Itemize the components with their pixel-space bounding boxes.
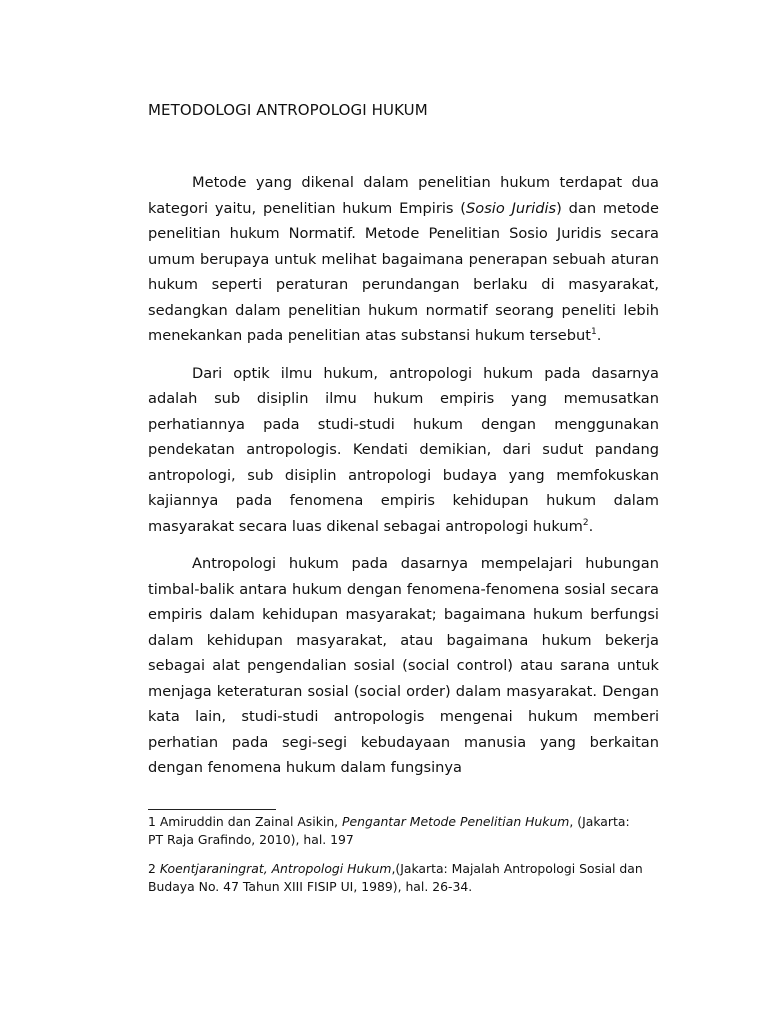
footnote-ref: 1 [590, 327, 597, 338]
italic-text: Pengantar Metode Penelitian Hukum [342, 814, 570, 829]
text-run: Dari optik ilmu hukum, antropologi hukum pada dasarnya adalah sub disiplin ilmu hukum empiris yang memusatkan perhatiannya pada studi-studi hukum dengan menggunakan pendekatan antropologis. Kendati demikian, dari sudut pandang antropologi, sub disiplin antropologi budaya yang memfokuskan kajiannya pada fenomena empiris kehidupan hukum dalam masyarakat secara luas dikenal sebagai antropologi hukum [148, 364, 659, 535]
text-run: Antropologi hukum pada dasarnya mempelajari hubungan timbal-balik antara hukum dengan fenomena-fenomena sosial secara empiris dalam kehidupan masyarakat; bagaimana hukum berfungsi dalam kehidupan masyarakat, atau bagaimana hukum bekerja sebagai alat pengendalian sosial (social control) atau sarana untuk menjaga keteraturan sosial (social order) dalam masyarakat. Dengan kata lain, studi-studi antropologis mengenai hukum memberi perhatian pada segi-segi kebudayaan manusia yang berkaitan dengan fenomena hukum dalam fungsinya [148, 555, 659, 776]
text-run: ,(Jakarta: Majalah Antropologi Sosial dan Budaya No. 47 Tahun XIII FISIP UI, 1989), hal. 26-34. [148, 861, 643, 894]
text-run: . [596, 327, 602, 344]
paragraph-1 [148, 170, 659, 349]
text-run: Metode yang dikenal dalam penelitian hukum terdapat dua kategori yaitu, penelitian hukum Empiris ( [148, 174, 659, 217]
document-title: METODOLOGI ANTROPOLOGI HUKUM [148, 101, 428, 119]
text-run: ) dan metode penelitian hukum Normatif. Metode Penelitian Sosio Juridis secara umum berupaya untuk melihat bagaimana penerapan sebuah aturan hukum seperti peraturan perundangan berlaku di masyarakat, sedangkan dalam penelitian hukum normatif seorang peneliti lebih menekankan pada penelitian atas substansi hukum tersebut [148, 199, 659, 344]
text-run: . [588, 517, 594, 535]
italic-text: Sosio Juridis [466, 199, 557, 217]
paragraph-3 [148, 551, 659, 781]
text-run: 2 [148, 861, 160, 876]
paragraph-2 [148, 361, 659, 540]
text-run: , (Jakarta: PT Raja Grafindo, 2010), hal. 197 [148, 814, 630, 847]
footnote-2 [148, 860, 648, 895]
footnote-1 [148, 813, 648, 848]
text-run: 1 Amiruddin dan Zainal Asikin, [148, 814, 343, 829]
body-text [148, 170, 659, 793]
footnote-separator [148, 809, 276, 810]
italic-text: Koentjaraningrat, Antropologi Hukum [159, 861, 392, 876]
footnotes [148, 813, 648, 907]
footnote-ref: 2 [582, 517, 589, 528]
